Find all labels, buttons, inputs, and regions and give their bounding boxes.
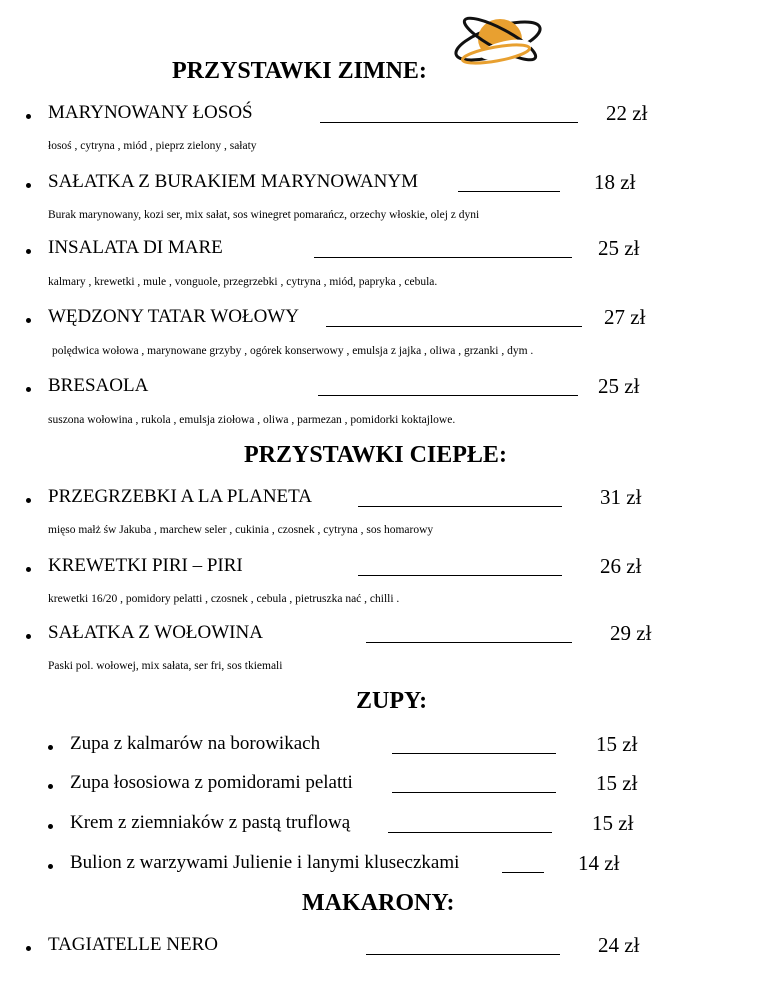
menu-item-description: suszona wołowina , rukola , emulsja ziołowa , oliwa , parmezan , pomidorki koktajlowe.	[48, 414, 456, 426]
menu-item-description: Paski pol. wołowej, mix sałata, ser fri, sos tkiemali	[48, 660, 283, 672]
menu-item-price: 15 zł	[596, 732, 638, 756]
menu-item-price: 31 zł	[600, 485, 642, 509]
section-title-cold: PRZYSTAWKI ZIMNE:	[172, 58, 427, 84]
menu-item-price: 25 zł	[598, 374, 640, 398]
menu-item-description: Burak marynowany, kozi ser, mix sałat, sos winegret pomarańcz, orzechy włoskie, olej z dyni	[48, 209, 480, 221]
leader-line	[458, 191, 560, 192]
menu-item-name: Bulion z warzywami Julienie i lanymi kluseczkami	[70, 852, 460, 873]
menu-item-price: 14 zł	[578, 851, 620, 875]
menu-item-price: 18 zł	[594, 170, 636, 194]
menu-item-description: krewetki 16/20 , pomidory pelatti , czosnek , cebula , pietruszka nać , chilli .	[48, 593, 400, 605]
menu-item-name: MARYNOWANY ŁOSOŚ	[48, 102, 253, 123]
menu-item-price: 26 zł	[600, 554, 642, 578]
menu-item-name: BRESAOLA	[48, 375, 149, 396]
bullet	[26, 946, 31, 951]
leader-line	[358, 506, 562, 507]
bullet	[48, 824, 53, 829]
leader-line	[366, 642, 572, 643]
bullet	[26, 498, 31, 503]
leader-line	[326, 326, 582, 327]
bullet	[48, 745, 53, 750]
section-title-warm: PRZYSTAWKI CIEPŁE:	[244, 442, 507, 468]
bullet	[26, 387, 31, 392]
bullet	[48, 784, 53, 789]
menu-item-name: PRZEGRZEBKI A LA PLANETA	[48, 486, 312, 507]
section-title-pasta: MAKARONY:	[302, 890, 455, 916]
menu-item-description: łosoś , cytryna , miód , pieprz zielony , sałaty	[48, 140, 257, 152]
menu-item-price: 27 zł	[604, 305, 646, 329]
bullet	[48, 864, 53, 869]
menu-item-name: SAŁATKA Z WOŁOWINA	[48, 622, 263, 643]
menu-item-price: 24 zł	[598, 933, 640, 957]
menu-item-name: TAGIATELLE NERO	[48, 934, 218, 955]
menu-item-name: Zupa łososiowa z pomidorami pelatti	[70, 772, 353, 793]
leader-line	[366, 954, 560, 955]
leader-line	[388, 832, 552, 833]
menu-item-description: kalmary , krewetki , mule , vonguole, przegrzebki , cytryna , miód, papryka , cebula.	[48, 276, 438, 288]
menu-item-name: Krem z ziemniaków z pastą truflową	[70, 812, 351, 833]
menu-item-name: KREWETKI PIRI – PIRI	[48, 555, 243, 576]
menu-item-name: Zupa z kalmarów na borowikach	[70, 733, 321, 754]
section-title-soups: ZUPY:	[356, 688, 428, 714]
leader-line	[318, 395, 578, 396]
bullet	[26, 634, 31, 639]
menu-item-name: INSALATA DI MARE	[48, 237, 223, 258]
leader-line	[392, 753, 556, 754]
bullet	[26, 567, 31, 572]
bullet	[26, 318, 31, 323]
menu-item-price: 15 zł	[592, 811, 634, 835]
menu-item-price: 22 zł	[606, 101, 648, 125]
menu-item-name: SAŁATKA Z BURAKIEM MARYNOWANYM	[48, 171, 418, 192]
leader-line	[320, 122, 578, 123]
menu-item-description: mięso małż św Jakuba , marchew seler , cukinia , czosnek , cytryna , sos homarowy	[48, 524, 434, 536]
leader-line	[358, 575, 562, 576]
bullet	[26, 249, 31, 254]
menu-item-description: polędwica wołowa , marynowane grzyby , ogórek konserwowy , emulsja z jajka , oliwa , grzanki , dym .	[52, 345, 534, 357]
menu-item-price: 15 zł	[596, 771, 638, 795]
bullet	[26, 114, 31, 119]
menu-item-price: 29 zł	[610, 621, 652, 645]
menu-item-name: WĘDZONY TATAR WOŁOWY	[48, 306, 299, 327]
planet-orbit-logo	[448, 10, 548, 72]
leader-line	[314, 257, 572, 258]
menu-item-price: 25 zł	[598, 236, 640, 260]
leader-line	[392, 792, 556, 793]
bullet	[26, 183, 31, 188]
leader-line	[502, 872, 544, 873]
